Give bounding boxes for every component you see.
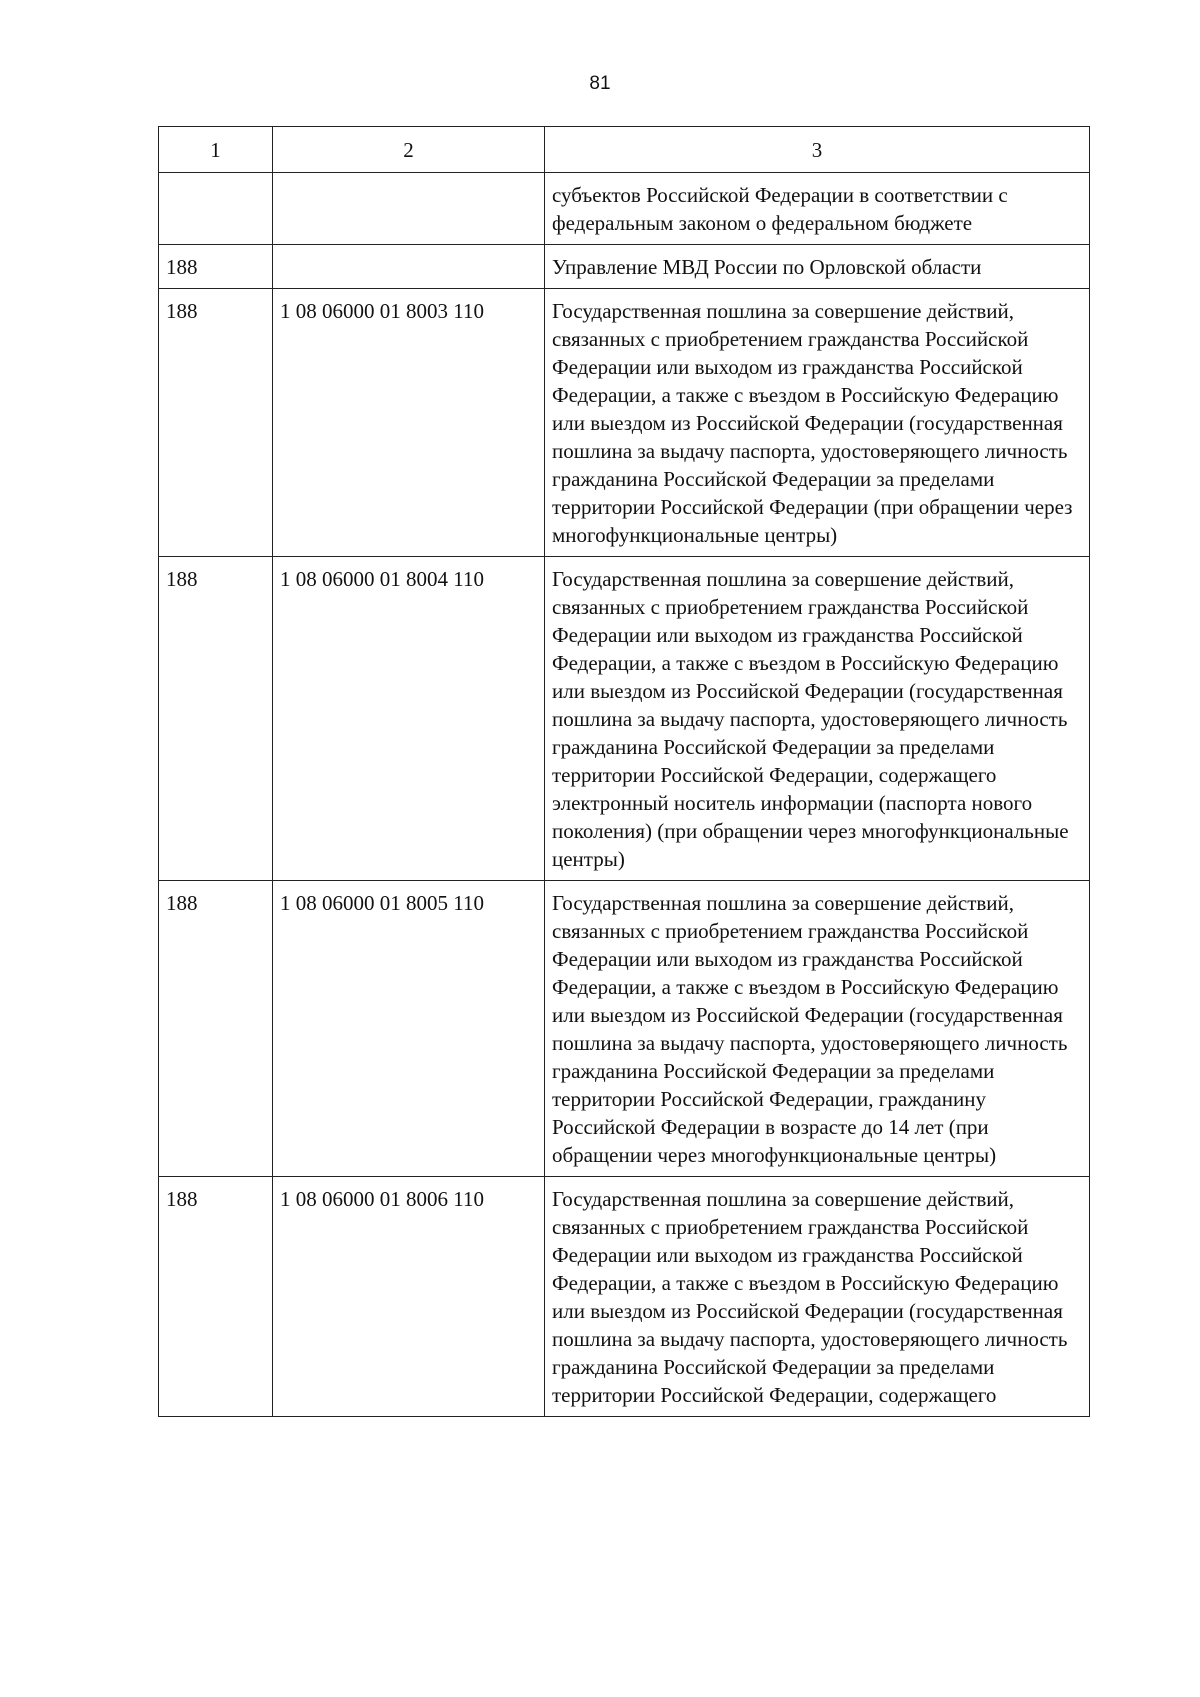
- income-code-cell: 1 08 06000 01 8006 110: [273, 1177, 545, 1417]
- description-cell: Государственная пошлина за совершение действий, связанных с приобретением гражданства Российской Федерации или выходом из гражданства Российской Федерации, а также с въездом в Российскую Федерацию или выездом из Российской Федерации (государственная пошлина за выдачу паспорта, удостоверяющего личность гражданина Российской Федерации за пределами территории Российской Федерации, гражданину Российской Федерации в возрасте до 14 лет (при обращении через многофункциональные центры): [545, 881, 1090, 1177]
- table-header-row: [159, 127, 1090, 173]
- income-code-cell: [273, 245, 545, 289]
- description-cell: Государственная пошлина за совершение действий, связанных с приобретением гражданства Российской Федерации или выходом из гражданства Российской Федерации, а также с въездом в Российскую Федерацию или выездом из Российской Федерации (государственная пошлина за выдачу паспорта, удостоверяющего личность гражданина Российской Федерации за пределами территории Российской Федерации, содержащего: [545, 1177, 1090, 1417]
- header-cell-3: 3: [545, 127, 1090, 173]
- description-cell: Государственная пошлина за совершение действий, связанных с приобретением гражданства Российской Федерации или выходом из гражданства Российской Федерации, а также с въездом в Российскую Федерацию или выездом из Российской Федерации (государственная пошлина за выдачу паспорта, удостоверяющего личность гражданина Российской Федерации за пределами территории Российской Федерации (при обращении через многофункциональные центры): [545, 289, 1090, 557]
- admin-code-cell: 188: [159, 289, 273, 557]
- admin-code-cell: 188: [159, 1177, 273, 1417]
- header-cell-2: 2: [273, 127, 545, 173]
- table-row: [159, 289, 1090, 557]
- admin-code-cell: 188: [159, 881, 273, 1177]
- description-cell: субъектов Российской Федерации в соответствии с федеральным законом о федеральном бюджете: [545, 173, 1090, 245]
- table-row: [159, 557, 1090, 881]
- header-cell-1: 1: [159, 127, 273, 173]
- page-number: 81: [589, 73, 611, 94]
- admin-code-cell: 188: [159, 557, 273, 881]
- admin-code-cell: [159, 173, 273, 245]
- table-row: [159, 881, 1090, 1177]
- admin-code-cell: 188: [159, 245, 273, 289]
- table-row: [159, 1177, 1090, 1417]
- table-row: [159, 245, 1090, 289]
- budget-classification-table: [158, 126, 1090, 1417]
- income-code-cell: 1 08 06000 01 8005 110: [273, 881, 545, 1177]
- income-code-cell: 1 08 06000 01 8004 110: [273, 557, 545, 881]
- description-cell: Управление МВД России по Орловской области: [545, 245, 1090, 289]
- income-code-cell: 1 08 06000 01 8003 110: [273, 289, 545, 557]
- table-row: [159, 173, 1090, 245]
- description-cell: Государственная пошлина за совершение действий, связанных с приобретением гражданства Российской Федерации или выходом из гражданства Российской Федерации, а также с въездом в Российскую Федерацию или выездом из Российской Федерации (государственная пошлина за выдачу паспорта, удостоверяющего личность гражданина Российской Федерации за пределами территории Российской Федерации, содержащего электронный носитель информации (паспорта нового поколения) (при обращении через многофункциональные центры): [545, 557, 1090, 881]
- income-code-cell: [273, 173, 545, 245]
